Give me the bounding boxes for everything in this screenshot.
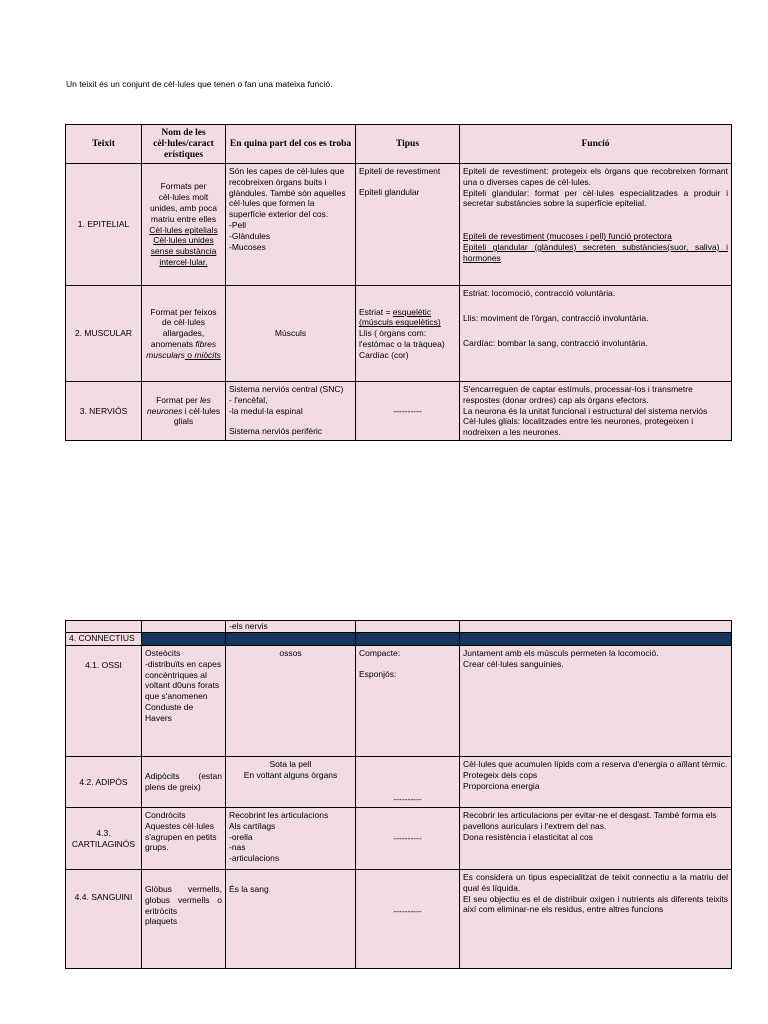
location-item: Sota la pell [269,759,312,769]
intro-text: Un teixit és un conjunt de cèl·lules que tenen o fan una mateixa funció. [66,79,333,89]
row-muscular [66,286,732,382]
function-cell [460,646,732,757]
cells-desc: Format per [156,394,201,405]
tissue-name: 4.2. ADIPÓS [66,757,142,808]
cells-cell: Glòbus vermells, globus vermells o eritròcits plaquets [142,870,226,969]
cells-cell: Adipòcits (estan plens de greix) [142,757,226,808]
tissue-name: 4.1. OSSI [66,646,142,757]
function-cell [460,164,732,286]
function-text: Juntament amb els músculs permeten la locomoció. [463,648,659,658]
function-text: Cèl·lules que acumulen lípids com a reserva d'energia o aïllant tèrmic. [463,759,728,769]
row-adipos [66,757,732,808]
cells-cell: Osteòcits -distribuïts en capes concèntriques al voltant d0uns forats que s'anomenen Conduste de Havers [142,646,226,757]
cells-italic: les neurones [146,394,211,416]
header-row [66,125,732,164]
type-cell: ---------- [356,870,460,969]
location-item: - l'encèfal, [229,394,268,405]
function-text: Epiteli glandular (glàndules) secreten substàncies(suor, saliva) i hormones [463,241,728,263]
row-sanguini [66,870,732,969]
row-cartilaginos [66,808,732,870]
function-text: Epiteli glandular: format per cèl·lules especialitzades a produir i secretar substàncies sobre la superfície epitelial. [463,187,728,209]
cells-cell: Condròcits Aquestes cèl·lules s'agrupen en petits grups. [142,808,226,870]
cells-desc: Format per feixos de cèl·lules allargades, anomenats [150,306,217,349]
type-cell: ---------- [356,808,460,870]
function-text: Es considera un tipus especialitzat de teixit connectiu a la matriu del qual és líquida. [463,872,728,893]
type-cell: ---------- [356,757,460,808]
header-funcio: Funció [460,125,732,164]
cells-cell [142,382,226,441]
location-cell: Músculs [226,286,356,382]
cells-italic: fibres musculars [146,338,217,360]
tissue-name: 1. EPITELIAL [66,164,142,286]
cells-italic: miòcits [194,349,221,360]
location-item: -Mucoses [229,241,266,252]
function-text: Protegeix dels cops [463,769,538,780]
continued-row [66,621,732,633]
cells-underlined-2: Cèl·lules unides sense substància intercel·lular. [150,235,217,267]
function-text: Estriat: locomoció, contracció voluntària. [463,288,616,298]
row-nervios [66,382,732,441]
function-text: Cèl·lules glials: localitzades entre les neurones, protegeixen i nodreixen a les neurones. [463,416,694,438]
row-epitelial [66,164,732,286]
tissue-table-part2 [65,620,732,969]
location-cell: ossos [226,646,356,757]
type-cell [356,646,460,757]
location-item: -la medul·la espinal [229,405,303,416]
location-cell: És la sang [226,870,356,969]
function-text: La neurona és la unitat funcional i estructural del sistema nerviós [463,405,708,416]
function-cell [460,286,732,382]
cells-cell [142,286,226,382]
function-text: S'encarreguen de captar estímuls, processar-los i transmetre respostes (donar ordres) cap als òrgans efectors. [463,384,693,405]
tissue-table-part1 [65,124,732,441]
location-item: En voltant alguns òrgans [243,769,338,780]
function-cell [460,757,732,808]
function-cell [460,808,732,870]
function-text: Dona resistència i elasticitat al cos [463,831,593,842]
function-text: Cardíac: bombar la sang, contracció involuntària. [463,337,648,348]
location-cell [226,757,356,808]
type-item: Llis ( òrgans com: l'estòmac o la tràquea) [359,328,445,349]
function-text: El seu objectiu es el de distribuir oxigen i nutrients als diferents teixits així com eliminar-ne els residus, entre altres funcions [463,893,728,915]
row-ossi [66,646,732,757]
location-item: -Glàndules [229,230,271,241]
type-item: Esponjós: [359,668,397,679]
header-tipus: Tipus [356,125,460,164]
location-item: -Pell [229,219,247,230]
continued-text: -els nervis [226,621,356,633]
type-item: Epiteli de revestiment [359,166,441,176]
function-text: Epiteli de revestiment (mucoses i pell) funció protectora [463,231,672,242]
type-cell [356,286,460,382]
cells-underlined-1: Cèl·lules epitelials [149,224,218,235]
function-text: Recobrir les articulacions per evitar-ne el desgast. També forma els pavellons auriculars i l'extrem del nas. [463,810,717,831]
type-cell [356,164,460,286]
type-item: Compacte: [359,648,401,658]
tissue-name: 3. NERVIÓS [66,382,142,441]
section-title: 4. CONNECTIUS [66,633,142,646]
function-text: Llis: moviment de l'òrgan, contracció involuntària. [463,312,649,323]
type-item: Cardíac (cor) [359,349,409,360]
function-cell [460,870,732,969]
tissue-name: 4.4. SANGUINI [66,870,142,969]
function-text: Crear cèl·lules sanguínies. [463,658,564,669]
location-item: Sistema nerviós perifèric [229,426,323,437]
header-on: En quina part del cos es troba [226,125,356,164]
function-cell [460,382,732,441]
location-intro: Són les capes de cèl·lules que recobreixen òrgans buits i glàndules. També són aquelles cèl·lules que formen la superfície exterior del cos. [229,166,346,220]
cells-desc: Formats per cèl·lules molt unides, amb poca matriu entre elles [149,181,218,224]
cells-desc: i cèl·lules glials [173,405,221,427]
location-item: Sistema nerviós central (SNC) [229,384,344,394]
tissue-name: 4.3. CARTILAGINÓS [66,808,142,870]
location-cell: Recobrint les articulacions Als cartílags -orella -nas -articulacions [226,808,356,870]
function-text: Epiteli de revestiment: protegeix els òrgans que recobreixen formant una o diverses capes de cèl·lules. [463,166,728,187]
tissue-name: 2. MUSCULAR [66,286,142,382]
header-teixit: Teixit [66,125,142,164]
type-cell: ---------- [356,382,460,441]
cells-desc: o [184,349,195,360]
location-cell [226,164,356,286]
header-nom: Nom de les cèl·lules/caract erístiques [142,125,226,164]
type-item: Epiteli glandular [359,186,420,197]
type-item: Estriat = esquelètic (músculs esquelètics) [359,306,441,328]
location-cell [226,382,356,441]
cells-cell [142,164,226,286]
section-header-connectius [66,633,732,646]
function-text: Proporciona energia [463,780,540,791]
